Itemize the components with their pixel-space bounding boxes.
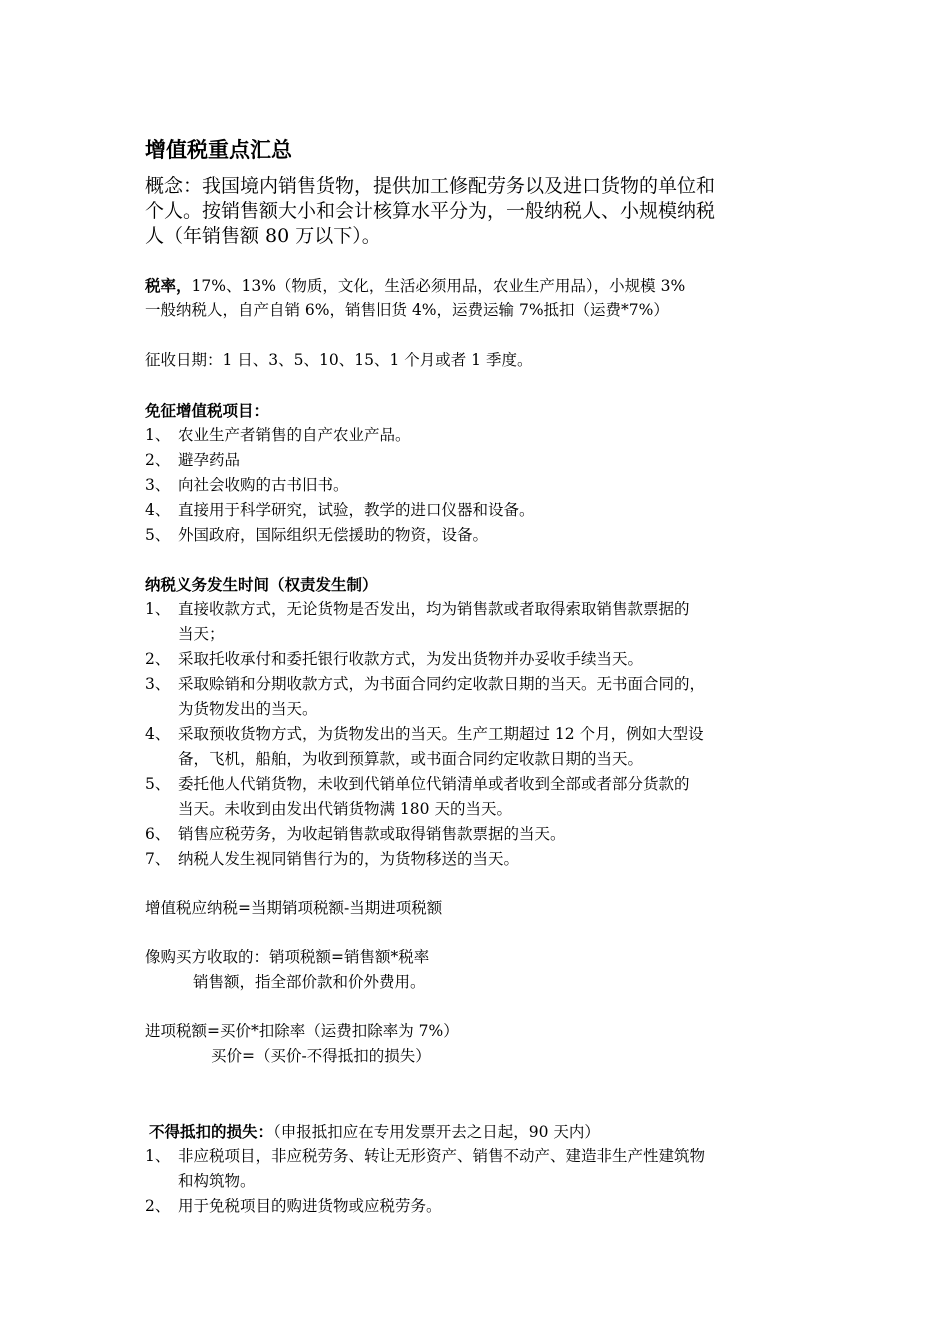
formula-input-tax-note: 买价=（买价-不得抵扣的损失） bbox=[211, 1047, 431, 1065]
list-item-number: 5、 bbox=[145, 526, 171, 544]
list-item-number: 1、 bbox=[145, 1147, 171, 1165]
formula-input-tax: 进项税额=买价*扣除率（运费扣除率为 7%） bbox=[145, 1022, 459, 1040]
tax-rate-line bbox=[145, 273, 815, 298]
list-item bbox=[145, 1144, 815, 1194]
formula-output-tax-note: 销售额，指全部价款和价外费用。 bbox=[193, 973, 426, 991]
list-item-line: 非应税项目，非应税劳务、转让无形资产、销售不动产、建造非生产性建筑物 bbox=[178, 1147, 706, 1165]
list-item-number: 7、 bbox=[145, 850, 171, 868]
collection-date-section bbox=[145, 348, 815, 373]
obligation-list bbox=[145, 597, 815, 872]
list-item-text bbox=[178, 423, 815, 448]
list-item-line: 和构筑物。 bbox=[178, 1172, 256, 1190]
list-item-line: 向社会收购的古书旧书。 bbox=[178, 476, 349, 494]
obligation-heading: 纳税义务发生时间（权责发生制） bbox=[145, 575, 378, 594]
list-item bbox=[145, 498, 815, 523]
list-item-line: 采取托收承付和委托银行收款方式，为发出货物并办妥收手续当天。 bbox=[178, 650, 644, 668]
list-item bbox=[145, 647, 815, 672]
list-item-text bbox=[178, 847, 815, 872]
concept-paragraph bbox=[145, 174, 815, 249]
list-item bbox=[145, 772, 815, 822]
non-deductible-section bbox=[145, 1119, 815, 1219]
list-item-number: 5、 bbox=[145, 775, 171, 793]
list-item-line: 直接收款方式，无论货物是否发出，均为销售款或者取得索取销售款票据的 bbox=[178, 600, 690, 618]
list-item-line: 用于免税项目的购进货物或应税劳务。 bbox=[178, 1197, 442, 1215]
formula-output-tax: 像购买方收取的：销项税额=销售额*税率 bbox=[145, 948, 430, 966]
list-item-text bbox=[178, 597, 815, 647]
list-item-number: 1、 bbox=[145, 600, 171, 618]
list-item-text bbox=[178, 473, 815, 498]
list-item-text bbox=[178, 498, 815, 523]
concept-line: 概念：我国境内销售货物，提供加工修配劳务以及进口货物的单位和 bbox=[145, 175, 716, 197]
list-item-number: 6、 bbox=[145, 825, 171, 843]
list-item-number: 3、 bbox=[145, 476, 171, 494]
concept-line: 人（年销售额 80 万以下）。 bbox=[145, 225, 381, 247]
exempt-list bbox=[145, 423, 815, 548]
obligation-section bbox=[145, 572, 815, 872]
exempt-section bbox=[145, 398, 815, 548]
list-item-text bbox=[178, 772, 815, 822]
list-item bbox=[145, 473, 815, 498]
list-item-line: 为货物发出的当天。 bbox=[178, 700, 318, 718]
non-deductible-list bbox=[145, 1144, 815, 1219]
list-item-line: 外国政府，国际组织无偿援助的物资，设备。 bbox=[178, 526, 489, 544]
formula-section-3 bbox=[145, 1019, 815, 1069]
list-item bbox=[145, 822, 815, 847]
list-item-text bbox=[178, 822, 815, 847]
list-item-text bbox=[178, 722, 815, 772]
list-item bbox=[145, 423, 815, 448]
page-title: 增值税重点汇总 bbox=[145, 138, 292, 162]
list-item-line: 当天； bbox=[178, 625, 225, 643]
list-item-line: 当天。未收到由发出代销货物满 180 天的当天。 bbox=[178, 800, 512, 818]
list-item-text bbox=[178, 448, 815, 473]
list-item-line: 委托他人代销货物，未收到代销单位代销清单或者收到全部或者部分货款的 bbox=[178, 775, 690, 793]
list-item bbox=[145, 722, 815, 772]
list-item-number: 3、 bbox=[145, 675, 171, 693]
list-item-number: 1、 bbox=[145, 426, 171, 444]
list-item-text bbox=[178, 647, 815, 672]
non-deductible-heading: 不得抵扣的损失： bbox=[149, 1122, 274, 1141]
list-item-number: 2、 bbox=[145, 451, 171, 469]
list-item-text bbox=[178, 672, 815, 722]
formula-section-2 bbox=[145, 945, 815, 995]
collection-date: 征收日期：1 日、3、5、10、15、1 个月或者 1 季度。 bbox=[145, 351, 533, 369]
non-deductible-note: （申报抵扣应在专用发票开去之日起，90 天内） bbox=[273, 1123, 600, 1141]
formula-section-1 bbox=[145, 896, 815, 921]
list-item bbox=[145, 523, 815, 548]
tax-rate-section bbox=[145, 273, 815, 323]
list-item bbox=[145, 597, 815, 647]
list-item bbox=[145, 847, 815, 872]
list-item-number: 4、 bbox=[145, 501, 171, 519]
tax-rate-line-2: 一般纳税人，自产自销 6%，销售旧货 4%，运费运输 7%抵扣（运费*7%） bbox=[145, 301, 669, 319]
list-item-number: 2、 bbox=[145, 650, 171, 668]
list-item-text bbox=[178, 1144, 815, 1194]
list-item-line: 直接用于科学研究，试验，教学的进口仪器和设备。 bbox=[178, 501, 535, 519]
tax-rate-label: 税率， bbox=[145, 276, 192, 295]
list-item-line: 备，飞机，船舶，为收到预算款，或书面合同约定收款日期的当天。 bbox=[178, 750, 644, 768]
list-item-line: 采取预收货物方式，为货物发出的当天。生产工期超过 12 个月，例如大型设 bbox=[178, 725, 704, 743]
list-item bbox=[145, 1194, 815, 1219]
list-item bbox=[145, 672, 815, 722]
list-item-number: 4、 bbox=[145, 725, 171, 743]
exempt-heading: 免征增值税项目： bbox=[145, 401, 270, 420]
list-item-line: 纳税人发生视同销售行为的，为货物移送的当天。 bbox=[178, 850, 520, 868]
concept-line: 个人。按销售额大小和会计核算水平分为，一般纳税人、小规模纳税 bbox=[145, 200, 716, 222]
list-item-line: 采取赊销和分期收款方式，为书面合同约定收款日期的当天。无书面合同的， bbox=[178, 675, 706, 693]
list-item-text bbox=[178, 523, 815, 548]
list-item-line: 避孕药品 bbox=[178, 451, 241, 469]
list-item-line: 销售应税劳务，为收起销售款或取得销售款票据的当天。 bbox=[178, 825, 566, 843]
tax-rate-values: 17%、13%（物质，文化，生活必须用品，农业生产用品），小规模 3% bbox=[191, 277, 686, 295]
list-item-text bbox=[178, 1194, 815, 1219]
non-deductible-heading-line bbox=[145, 1119, 815, 1144]
formula-vat-payable: 增值税应纳税=当期销项税额-当期进项税额 bbox=[145, 899, 443, 917]
list-item-number: 2、 bbox=[145, 1197, 171, 1215]
list-item bbox=[145, 448, 815, 473]
list-item-line: 农业生产者销售的自产农业产品。 bbox=[178, 426, 411, 444]
